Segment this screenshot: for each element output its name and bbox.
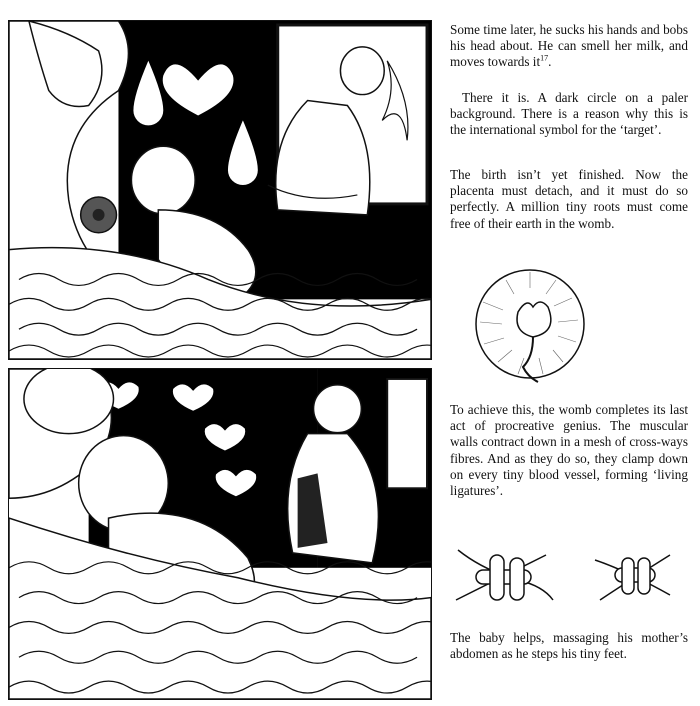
paragraph-2-text: There it is. A dark circle on a paler background. There is a reason why this is the international symbol for the ‘target’. xyxy=(450,90,688,138)
comic-panel-top xyxy=(8,20,432,360)
paragraph-1 xyxy=(450,22,688,71)
paragraph-1-text: Some time later, he sucks his hands and bobs his head about. He can smell her milk, and moves towards it xyxy=(450,22,688,70)
paragraph-3 xyxy=(450,167,688,232)
paragraph-2 xyxy=(450,90,688,139)
ligature-open-illustration xyxy=(448,540,558,615)
illustration-mother-baby-placenta xyxy=(9,369,431,699)
footnote-ref[interactable]: 17 xyxy=(540,54,549,64)
illustration-mother-baby-nipple xyxy=(9,21,431,359)
placenta-illustration xyxy=(468,262,598,392)
paragraph-4-text: To achieve this, the womb completes its last act of procreative genius. The muscular walls contract down in a mesh of cross-ways fibres. And as they do so, they clamp down on every tiny blood vessel, forming ‘living ligatures’. xyxy=(450,402,688,499)
ligature-clamped-illustration xyxy=(590,540,680,615)
paragraph-4 xyxy=(450,402,688,499)
comic-panel-bottom xyxy=(8,368,432,700)
paragraph-5-text: The baby helps, massaging his mother’s abdomen as he steps his tiny feet. xyxy=(450,630,688,662)
paragraph-5 xyxy=(450,630,688,662)
paragraph-1-end: . xyxy=(548,54,552,70)
paragraph-3-text: The birth isn’t yet finished. Now the placenta must detach, and it must do so perfectly. A million tiny roots must come free of their earth in the womb. xyxy=(450,167,688,231)
